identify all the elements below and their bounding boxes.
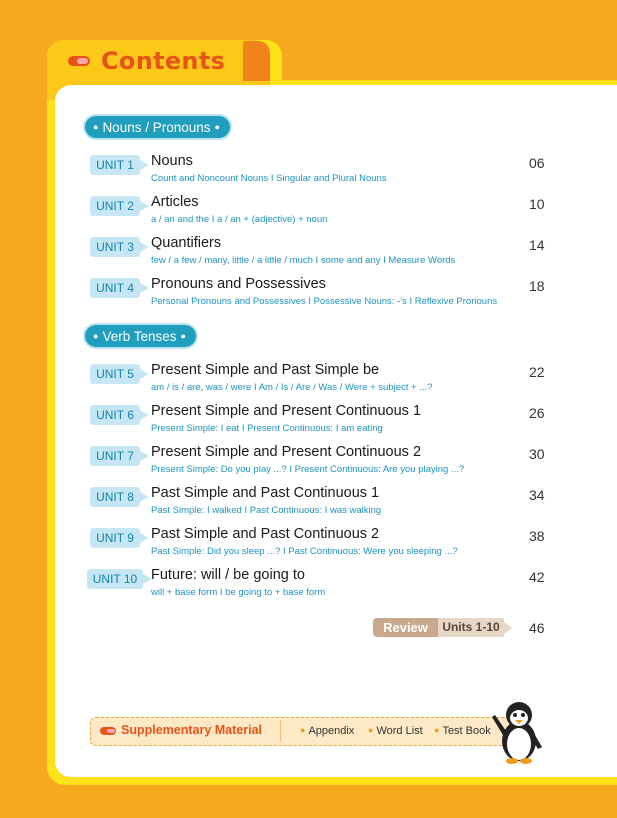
unit-title: Past Simple and Past Continuous 2 xyxy=(151,526,380,542)
unit-subtitle: will + base form I be going to + base form xyxy=(151,587,326,598)
unit-badge: UNIT 3 xyxy=(90,237,140,257)
unit-badge: UNIT 6 xyxy=(90,405,140,425)
unit-subtitle: Past Simple: Did you sleep ...? I Past Continuous: Were you sleeping ...? xyxy=(151,546,458,557)
page-number: 14 xyxy=(529,237,545,253)
page-number: 42 xyxy=(529,569,545,585)
divider xyxy=(280,720,281,742)
page-number: 18 xyxy=(529,278,545,294)
page-number: 30 xyxy=(529,446,545,462)
unit-subtitle: Personal Pronouns and Possessives I Possessive Nouns: -'s I Reflexive Pronouns xyxy=(151,296,498,307)
page-number: 26 xyxy=(529,405,545,421)
unit-subtitle: few / a few / many, little / a little / much I some and any I Measure Words xyxy=(151,255,456,266)
unit-badge: UNIT 2 xyxy=(90,196,140,216)
review-label[interactable]: Review xyxy=(373,618,438,637)
tab-accent xyxy=(243,41,270,81)
toc-entry-unit-1[interactable] xyxy=(90,155,550,191)
unit-badge: UNIT 1 xyxy=(90,155,140,175)
unit-title: Pronouns and Possessives xyxy=(151,276,326,292)
unit-title: Present Simple and Present Continuous 2 xyxy=(151,444,422,460)
unit-badge: UNIT 7 xyxy=(90,446,140,466)
page-number: 06 xyxy=(529,155,545,171)
page-number: 34 xyxy=(529,487,545,503)
unit-title: Quantifiers xyxy=(151,235,222,251)
page-title: Contents xyxy=(101,47,226,75)
bandage-icon xyxy=(100,727,116,735)
toc-entry-unit-6[interactable] xyxy=(90,405,550,441)
supplementary-item-appendix[interactable]: ● Appendix xyxy=(300,725,355,737)
unit-subtitle: Present Simple: I eat I Present Continuous: I am eating xyxy=(151,423,383,434)
page-number: 38 xyxy=(529,528,545,544)
page-number: 22 xyxy=(529,364,545,380)
unit-title: Present Simple and Present Continuous 1 xyxy=(151,403,422,419)
toc-entry-unit-5[interactable] xyxy=(90,364,550,400)
unit-title: Past Simple and Past Continuous 1 xyxy=(151,485,380,501)
review-units[interactable]: Units 1-10 xyxy=(438,618,504,637)
unit-subtitle: Present Simple: Do you play ...? I Present Continuous: Are you playing ...? xyxy=(151,464,465,475)
penguin-mascot-icon xyxy=(486,695,550,765)
supplementary-item-word-list[interactable]: ● Word List xyxy=(368,725,423,737)
unit-title: Present Simple and Past Simple be xyxy=(151,362,380,378)
section-nouns-pronouns: ● Nouns / Pronouns ● xyxy=(85,116,230,138)
toc-entry-unit-10[interactable] xyxy=(90,569,550,605)
unit-subtitle: a / an and the I a / an + (adjective) + noun xyxy=(151,214,328,225)
unit-badge: UNIT 4 xyxy=(90,278,140,298)
unit-badge: UNIT 10 xyxy=(87,569,143,589)
supplementary-item-test-book[interactable]: ● Test Book xyxy=(434,725,491,737)
unit-subtitle: am / is / are, was / were I Am / Is / Are / Was / Were + subject + ...? xyxy=(151,382,433,393)
toc-entry-unit-2[interactable] xyxy=(90,196,550,232)
unit-badge: UNIT 8 xyxy=(90,487,140,507)
supplementary-title: Supplementary Material xyxy=(121,723,263,737)
toc-entry-unit-8[interactable] xyxy=(90,487,550,523)
unit-title: Future: will / be going to xyxy=(151,567,305,583)
toc-entry-unit-3[interactable] xyxy=(90,237,550,273)
page-number: 10 xyxy=(529,196,545,212)
unit-title: Articles xyxy=(151,194,199,210)
section-label: Verb Tenses xyxy=(102,329,177,344)
unit-subtitle: Count and Noncount Nouns I Singular and Plural Nouns xyxy=(151,173,387,184)
toc-entry-unit-4[interactable] xyxy=(90,278,550,314)
bandage-icon xyxy=(68,56,90,66)
toc-entry-unit-9[interactable] xyxy=(90,528,550,564)
section-label: Nouns / Pronouns xyxy=(102,120,211,135)
unit-title: Nouns xyxy=(151,153,193,169)
section-verb-tenses: ● Verb Tenses ● xyxy=(85,325,196,347)
review-page-number: 46 xyxy=(529,620,545,636)
unit-badge: UNIT 5 xyxy=(90,364,140,384)
unit-badge: UNIT 9 xyxy=(90,528,140,548)
toc-entry-unit-7[interactable] xyxy=(90,446,550,482)
unit-subtitle: Past Simple: I walked I Past Continuous: I was walking xyxy=(151,505,382,516)
